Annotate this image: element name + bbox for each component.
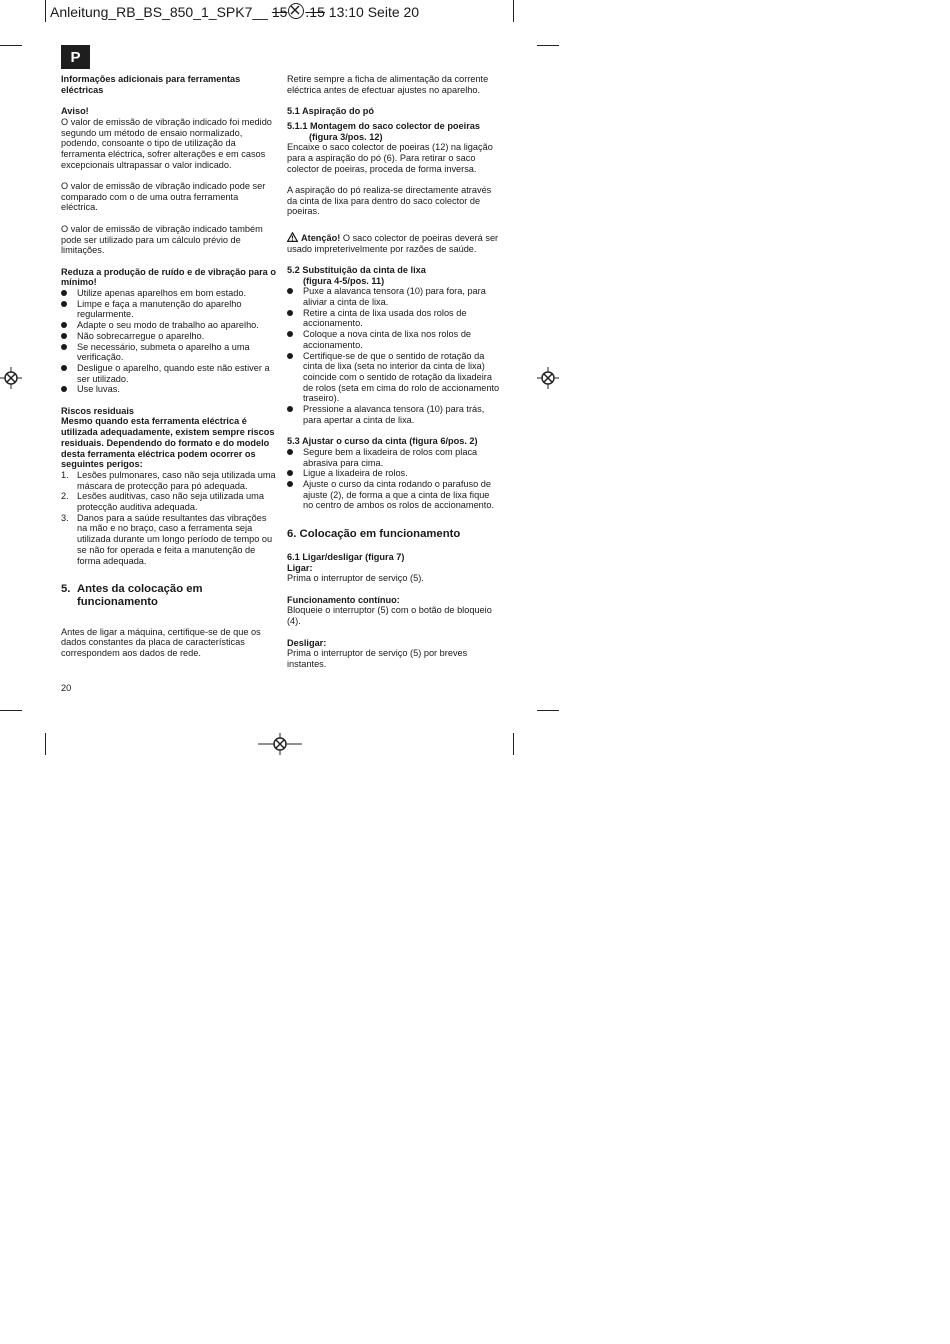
heading-5-1-1-ref: (figura 3/pos. 12) [309, 131, 383, 142]
print-header [50, 3, 419, 20]
list-item: 1. Lesões pulmonares, caso não seja utilizada uma máscara de protecção para pó adequada. [61, 469, 276, 491]
continuous-text: Bloqueie o interruptor (5) com o botão de bloqueio (4). [287, 605, 492, 627]
heading-5-3: 5.3 Ajustar o curso da cinta (figura 6/pos. 2) [287, 436, 478, 447]
paragraph-5-1-1-a: Encaixe o saco colector de poeiras (12) na ligação para a aspiração do pó (6). Para retirar o saco colector de poeiras, proceda de forma inversa. [287, 142, 493, 174]
header-date-b: .15 [305, 4, 325, 20]
bullet-icon [61, 333, 67, 339]
bullet-icon [61, 322, 67, 328]
reduce-noise-list [61, 288, 276, 395]
page-number: 20 [61, 683, 72, 693]
list-item: Certifique-se de que o sentido de rotação da cinta de lixa (seta no interior da cinta de lixa) coincide com o sentido de rotação da lixadeira de rolos (seta em cima do rolo de accionamento traseiro). [287, 351, 502, 405]
aviso-title: Aviso! [61, 106, 89, 117]
heading-additional-info: Informações adicionais para ferramentas eléctricas [61, 74, 241, 95]
bullet-icon [287, 310, 293, 316]
crop-mark [513, 733, 514, 755]
heading-5-1-1: 5.1.1 Montagem do saco colector de poeiras [287, 120, 480, 131]
list-item: Coloque a nova cinta de lixa nos rolos de accionamento. [287, 329, 502, 350]
right-column [287, 74, 502, 670]
heading-5-2: 5.2 Substituição da cinta de lixa [287, 264, 426, 275]
list-item: Se necessário, submeta o aparelho a uma verificação. [61, 342, 276, 363]
warning-icon [287, 232, 298, 242]
list-item: Retire a cinta de lixa usada dos rolos de accionamento. [287, 308, 502, 329]
crop-mark [0, 45, 22, 46]
list-item: 2. Lesões auditivas, caso não seja utilizada uma protecção auditiva adequada. [61, 491, 264, 513]
bullet-icon [287, 288, 293, 294]
registration-target-bottom-icon [258, 733, 302, 755]
bullet-icon [287, 470, 293, 476]
header-time: 13:10 [328, 4, 364, 20]
paragraph-5-1-1-b: A aspiração do pó realiza-se directamente através da cinta de lixa para dentro do saco colector de poeiras. [287, 185, 492, 217]
attention-label: Atenção! [301, 232, 341, 243]
language-badge: P [61, 45, 90, 69]
aviso-paragraph-1: O valor de emissão de vibração indicado foi medido segundo um método de ensaio normalizado, podendo, consoante o tipo de utilização da ferramenta eléctrica, sofrer alterações e em casos excepcionais ultrapassar o valor indicado. [61, 116, 272, 170]
crop-mark [537, 710, 559, 711]
crop-mark [45, 733, 46, 755]
aviso-paragraph-2: O valor de emissão de vibração indicado pode ser comparado com o de uma outra ferramenta eléctrica. [61, 181, 266, 213]
bullet-icon [61, 290, 67, 296]
reduce-noise-title: Reduza a produção de ruído e de vibração para o mínimo! [61, 266, 276, 288]
bullet-icon [61, 344, 67, 350]
heading-5-1: 5.1 Aspiração do pó [287, 106, 374, 117]
registration-target-left-icon [0, 367, 22, 389]
bullet-icon [287, 449, 293, 455]
attention-paragraph [287, 232, 502, 254]
crop-mark [537, 45, 559, 46]
intro-paragraph: Retire sempre a ficha de alimentação da corrente eléctrica antes de efectuar ajustes no aparelho. [287, 74, 489, 95]
bullet-icon [287, 406, 293, 412]
bullet-icon [287, 353, 293, 359]
list-item: Ajuste o curso da cinta rodando o parafuso de ajuste (2), de forma a que a cinta de lixa fique no centro de ambos os rolos de accionamento. [287, 479, 502, 511]
switch-on-label: Ligar: [287, 562, 313, 573]
bullet-icon [287, 331, 293, 337]
crop-mark [513, 0, 514, 22]
residual-risks-intro: Mesmo quando esta ferramenta eléctrica é utilizada adequadamente, existem sempre riscos residuais. Dependendo do formato e do modelo desta ferramenta eléctrica podem ocorrer os seguintes perigos: [61, 416, 275, 470]
bullet-icon [287, 481, 293, 487]
bullet-icon [61, 365, 67, 371]
heading-6-1: 6.1 Ligar/desligar (figura 7) [287, 551, 405, 562]
header-page-label: Seite 20 [367, 4, 420, 20]
switch-on-text: Prima o interruptor de serviço (5). [287, 573, 424, 584]
heading-5-2-ref: (figura 4-5/pos. 11) [303, 275, 385, 286]
residual-risks-title: Riscos residuais [61, 405, 135, 416]
list-item: Pressione a alavanca tensora (10) para trás, para apertar a cinta de lixa. [287, 404, 502, 425]
list-item: Adapte o seu modo de trabalho ao aparelho. [61, 320, 276, 331]
bullet-icon [61, 386, 67, 392]
list-item: Não sobrecarregue o aparelho. [61, 331, 276, 342]
list-item: Desligue o aparelho, quando este não estiver a ser utilizado. [61, 363, 276, 384]
header-date-a: 15 [271, 4, 288, 20]
section-5-paragraph: Antes de ligar a máquina, certifique-se de que os dados constantes da placa de características correspondem aos dados de rede. [61, 626, 261, 659]
switch-off-label: Desligar: [287, 637, 327, 648]
switch-off-text: Prima o interruptor de serviço (5) por breves instantes. [287, 648, 468, 669]
section-6-heading: 6. Colocação em funcionamento [287, 527, 461, 540]
registration-target-right-icon [537, 367, 559, 389]
section-5-heading: 5. Antes da colocação em funcionamento [61, 582, 203, 609]
crop-mark [0, 710, 22, 711]
list-item: Puxe a alavanca tensora (10) para fora, para aliviar a cinta de lixa. [287, 286, 502, 307]
header-file: Anleitung_RB_BS_850_1_SPK7__ [50, 4, 268, 20]
list-item: Limpe e faça a manutenção do aparelho regularmente. [61, 299, 276, 320]
list-item: Utilize apenas aparelhos em bom estado. [61, 288, 276, 299]
list-item: Use luvas. [61, 384, 276, 395]
section-5-3-list [287, 447, 502, 511]
left-column [61, 74, 276, 659]
bullet-icon [61, 301, 67, 307]
residual-risks-list [61, 470, 276, 566]
continuous-label: Funcionamento contínuo: [287, 594, 400, 605]
crop-mark [45, 0, 46, 22]
list-item: Segure bem a lixadeira de rolos com placa abrasiva para cima. [287, 447, 502, 468]
aviso-paragraph-3: O valor de emissão de vibração indicado também pode ser utilizado para um cálculo prévio de limitações. [61, 223, 263, 256]
registration-mark-icon [288, 3, 304, 19]
section-5-2-list [287, 286, 502, 425]
attention-text: O saco colector de poeiras deverá ser usado impreterivelmente por razões de saúde. [287, 232, 499, 254]
list-item: Ligue a lixadeira de rolos. [287, 468, 502, 479]
list-item: 3. Danos para a saúde resultantes das vibrações na mão e no braço, caso a ferramenta seja utilizada durante um longo período de tempo ou se não for operada e feita a manutenção de forma adequada. [61, 512, 273, 566]
